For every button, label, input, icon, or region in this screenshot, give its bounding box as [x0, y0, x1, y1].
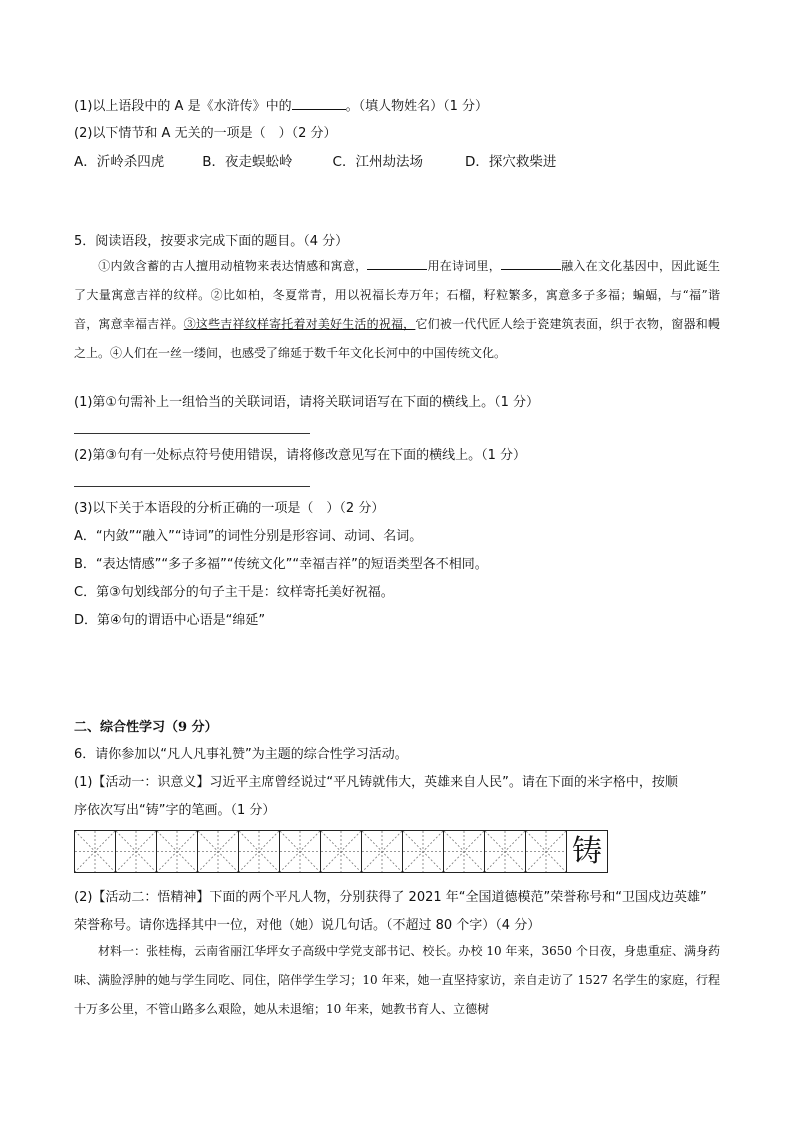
mi-guide-lines — [116, 831, 156, 872]
writing-cell[interactable] — [321, 831, 362, 872]
q5-option-d[interactable]: D．第④句的谓语中心语是“绵延” — [74, 613, 266, 628]
q6-title: 6．请你参加以“凡人凡事礼赞”为主题的综合性学习活动。 — [74, 747, 408, 762]
writing-cell[interactable] — [444, 831, 485, 872]
writing-cell[interactable] — [116, 831, 157, 872]
mi-guide-lines — [239, 831, 279, 872]
q5-option-b[interactable]: B．“表达情感”“多子多福”“传统文化”“幸福吉祥”的短语类型各不相同。 — [74, 557, 488, 572]
activity2-line1: (2)【活动二：悟精神】下面的两个平凡人物，分别获得了 2021 年“全国道德模范”荣誉称号和“卫国戍边英雄” — [74, 890, 707, 905]
activity1-line2: 序依次写出“铸”字的笔画。（1 分） — [74, 803, 276, 818]
writing-cell[interactable] — [239, 831, 280, 872]
q5-sub2: (2)第③句有一处标点符号使用错误，请将修改意见写在下面的横线上。（1 分） — [74, 448, 526, 463]
character-cell — [567, 831, 608, 872]
q5-sub1: (1)第①句需补上一组恰当的关联词语，请将关联词语写在下面的横线上。（1 分） — [74, 395, 539, 410]
mi-guide-lines — [157, 831, 197, 872]
answer-line[interactable] — [74, 486, 310, 487]
writing-cell[interactable] — [198, 831, 239, 872]
writing-cell[interactable] — [280, 831, 321, 872]
writing-cell[interactable] — [362, 831, 403, 872]
answer-blank[interactable] — [367, 257, 427, 270]
answer-blank[interactable] — [501, 257, 561, 270]
option-c[interactable]: C．江州劫法场 — [332, 154, 423, 170]
material-one — [74, 937, 720, 1024]
activity2-line2: 荣誉称号。请你选择其中一位，对他（她）说几句话。（不超过 80 个字）（4 分） — [74, 918, 541, 933]
passage-text: 融入在文化基因中，因此诞生了大量寓意吉祥的纹样。②比如柏，冬夏常青，用以祝福长寿万年；石榴，籽粒繁多，寓意多子多福；蝙蝠，与“福”谐音，寓意幸福吉祥。 — [74, 259, 720, 331]
answer-blank[interactable] — [292, 97, 346, 110]
mi-guide-lines — [280, 831, 320, 872]
options-row — [74, 153, 556, 171]
mi-guide-lines — [198, 831, 238, 872]
question-text: 。（填人物姓名）（1 分） — [345, 99, 488, 114]
writing-cell[interactable] — [485, 831, 526, 872]
option-b[interactable]: B．夜走蜈蚣岭 — [202, 154, 293, 170]
question-sub1 — [74, 97, 488, 116]
mi-guide-lines — [403, 831, 443, 872]
material-text: 材料一：张桂梅，云南省丽江华坪女子高级中学党支部书记、校长。办校 10 年来，3650 个日夜，身患重症、满身药味、满脸浮肿的她与学生同吃、同住，陪伴学生学习；10 年来，她一直坚持家访，亲自走访了 1527 名学生的家庭，行程十万多公里，不管山路多么艰险，她从未退缩；10 年来，她教书育人、立德树 — [74, 944, 720, 1016]
passage-text: ①内敛含蓄的古人擅用动植物来表达情感和寓意， — [98, 259, 368, 273]
writing-cell[interactable] — [75, 831, 116, 872]
question-text: (1)以上语段中的 A 是《水浒传》中的 — [74, 99, 292, 114]
mi-guide-lines — [75, 831, 115, 872]
q5-sub3: (3)以下关于本语段的分析正确的一项是（ ）（2 分） — [74, 501, 385, 516]
q5-passage — [74, 252, 720, 368]
answer-line[interactable] — [74, 433, 310, 434]
mi-guide-lines — [526, 831, 566, 872]
mi-character-grid — [74, 830, 608, 873]
activity1-line1: (1)【活动一：识意义】习近平主席曾经说过“平凡铸就伟大，英雄来自人民”。请在下面的米字格中，按顺 — [74, 775, 678, 790]
passage-text: 用在诗词里， — [427, 259, 501, 273]
q5-title: 5．阅读语段，按要求完成下面的题目。（4 分） — [74, 234, 349, 249]
mi-guide-lines — [321, 831, 361, 872]
writing-cell[interactable] — [403, 831, 444, 872]
q5-option-a[interactable]: A．“内敛”“融入”“诗词”的词性分别是形容词、动词、名词。 — [74, 529, 423, 544]
option-a[interactable]: A．沂岭杀四虎 — [74, 154, 165, 170]
mi-guide-lines — [485, 831, 525, 872]
question-sub2: (2)以下情节和 A 无关的一项是（ ）（2 分） — [74, 126, 337, 141]
mi-guide-lines — [362, 831, 402, 872]
writing-cell[interactable] — [157, 831, 198, 872]
writing-cell[interactable] — [526, 831, 567, 872]
mi-guide-lines — [444, 831, 484, 872]
underlined-sentence: ③这些吉祥纹样寄托着对美好生活的祝福， — [183, 317, 416, 331]
passage-text: 它们被一代代匠人绘于瓷建筑表面，织于衣物，窗器和幔之上。④人们在一丝一缕间，也感受了绵延于数千年文化长河中的中国传统文化。 — [74, 317, 720, 360]
section-heading: 二、综合性学习（9 分） — [74, 720, 218, 735]
grid-character: 铸 — [572, 834, 602, 869]
option-d[interactable]: D．探穴救柴进 — [464, 154, 557, 170]
q5-option-c[interactable]: C．第③句划线部分的句子主干是：纹样寄托美好祝福。 — [74, 585, 394, 600]
